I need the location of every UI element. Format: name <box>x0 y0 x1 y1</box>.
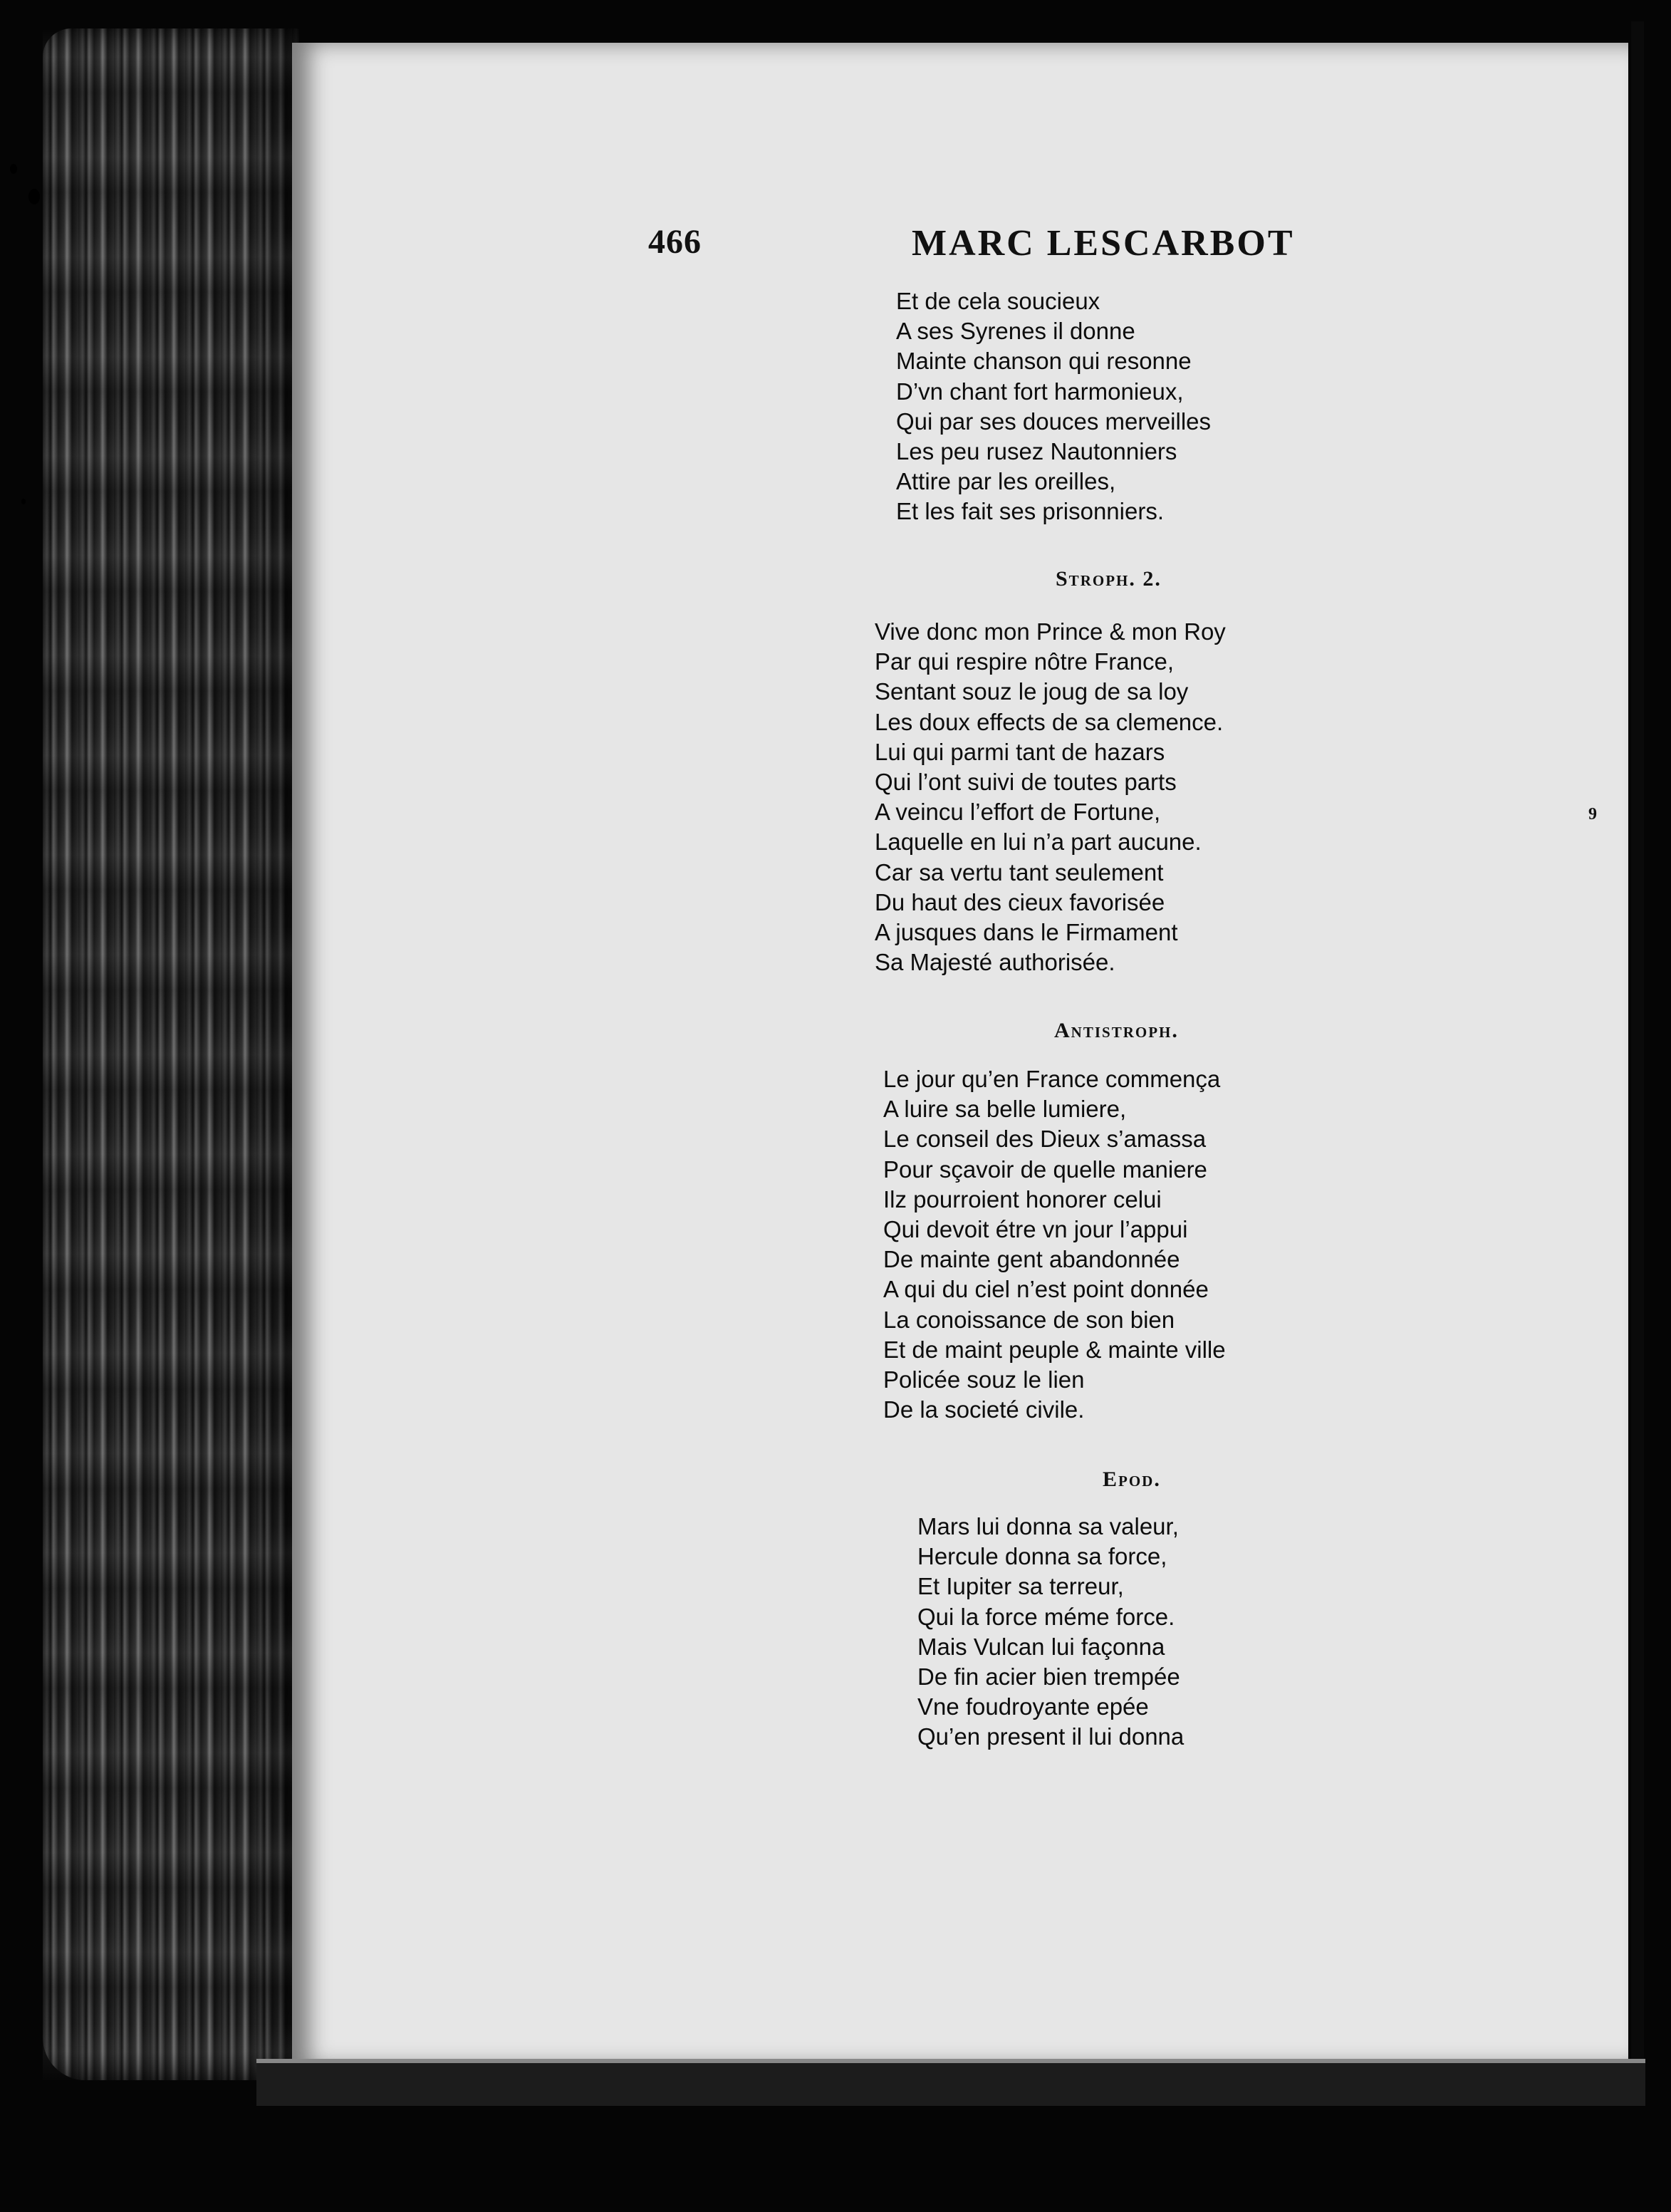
verse-line: A luire sa belle lumiere, <box>883 1096 1127 1123</box>
scan-speck <box>21 499 26 504</box>
section-heading-stroph: Stroph. 2. <box>1056 567 1162 591</box>
verse-line: Lui qui parmi tant de hazars <box>875 738 1165 765</box>
verse-line: Car sa vertu tant seulement <box>875 858 1164 886</box>
verse-line: Et de maint peuple & mainte ville <box>883 1336 1226 1363</box>
book-fore-edge <box>43 28 299 2080</box>
verse-line: De fin acier bien trempée <box>917 1663 1180 1691</box>
scan-speck <box>28 189 40 204</box>
scan-speck <box>10 164 17 174</box>
verse-line: Qu’en present il lui donna <box>917 1723 1185 1750</box>
verse-line: De la societé civile. <box>883 1396 1085 1423</box>
verse-line: Laquelle en lui n’a part aucune. <box>875 829 1202 856</box>
verse-line: Qui l’ont suivi de toutes parts <box>875 769 1177 796</box>
verse-line: D’vn chant fort harmonieux, <box>896 378 1184 405</box>
verse-line: A veincu l’effort de Fortune, <box>875 799 1161 826</box>
verse-line: A ses Syrenes il donne <box>896 318 1135 345</box>
verse-line: Qui par ses douces merveilles <box>896 407 1212 435</box>
verse-line: Mainte chanson qui resonne <box>896 348 1192 375</box>
verse-line: Ilz pourroient honorer celui <box>883 1185 1162 1213</box>
margin-mark: 9 <box>1588 805 1597 824</box>
verse-line: Par qui respire nôtre France, <box>875 648 1175 675</box>
verse-line: Attire par les oreilles, <box>896 468 1116 495</box>
page-right-edge <box>1631 21 1644 2073</box>
stanza-epod <box>917 1512 1184 1753</box>
running-title: MARC LESCARBOT <box>912 223 1295 264</box>
running-head <box>648 222 1332 272</box>
verse-line: Le jour qu’en France commença <box>883 1066 1221 1092</box>
verse-line: Hercule donna sa force, <box>917 1543 1167 1570</box>
verse-line: Du haut des cieux favorisée <box>875 888 1165 915</box>
section-heading-antistroph: Antistroph. <box>1054 1019 1179 1042</box>
verse-line: Qui devoit étre vn jour l’appui <box>883 1216 1188 1243</box>
verse-line: Sentant souz le joug de sa loy <box>875 678 1189 705</box>
verse-line: Qui la force méme force. <box>917 1603 1175 1630</box>
stanza-stroph <box>875 617 1226 977</box>
verse-line: Policée souz le lien <box>883 1366 1085 1393</box>
verse-line: Vne foudroyante epée <box>917 1693 1149 1720</box>
stanza-continuation <box>896 286 1211 527</box>
page-number: 466 <box>648 223 702 261</box>
verse-line: Et Iupiter sa terreur, <box>917 1573 1124 1600</box>
page-bottom-edge <box>256 2059 1645 2106</box>
verse-line: A qui du ciel n’est point donnée <box>883 1276 1209 1303</box>
verse-line: A jusques dans le Firmament <box>875 919 1178 946</box>
section-heading-epod: Epod. <box>1103 1468 1161 1491</box>
verse-line: La conoissance de son bien <box>883 1306 1175 1333</box>
verse-line: Mais Vulcan lui façonna <box>917 1633 1165 1660</box>
verse-line: Le conseil des Dieux s’amassa <box>883 1126 1207 1153</box>
stanza-antistroph <box>883 1064 1226 1425</box>
verse-line: Pour sçavoir de quelle maniere <box>883 1156 1207 1183</box>
verse-line: Et de cela soucieux <box>896 288 1100 314</box>
verse-line: Sa Majesté authorisée. <box>875 949 1115 976</box>
verse-line: Mars lui donna sa valeur, <box>917 1513 1179 1539</box>
verse-line: Vive donc mon Prince & mon Roy <box>875 618 1226 645</box>
verse-line: Les doux effects de sa clemence. <box>875 708 1224 735</box>
verse-line: De mainte gent abandonnée <box>883 1246 1180 1273</box>
verse-line: Les peu rusez Nautonniers <box>896 438 1177 465</box>
verse-line: Et les fait ses prisonniers. <box>896 498 1164 525</box>
